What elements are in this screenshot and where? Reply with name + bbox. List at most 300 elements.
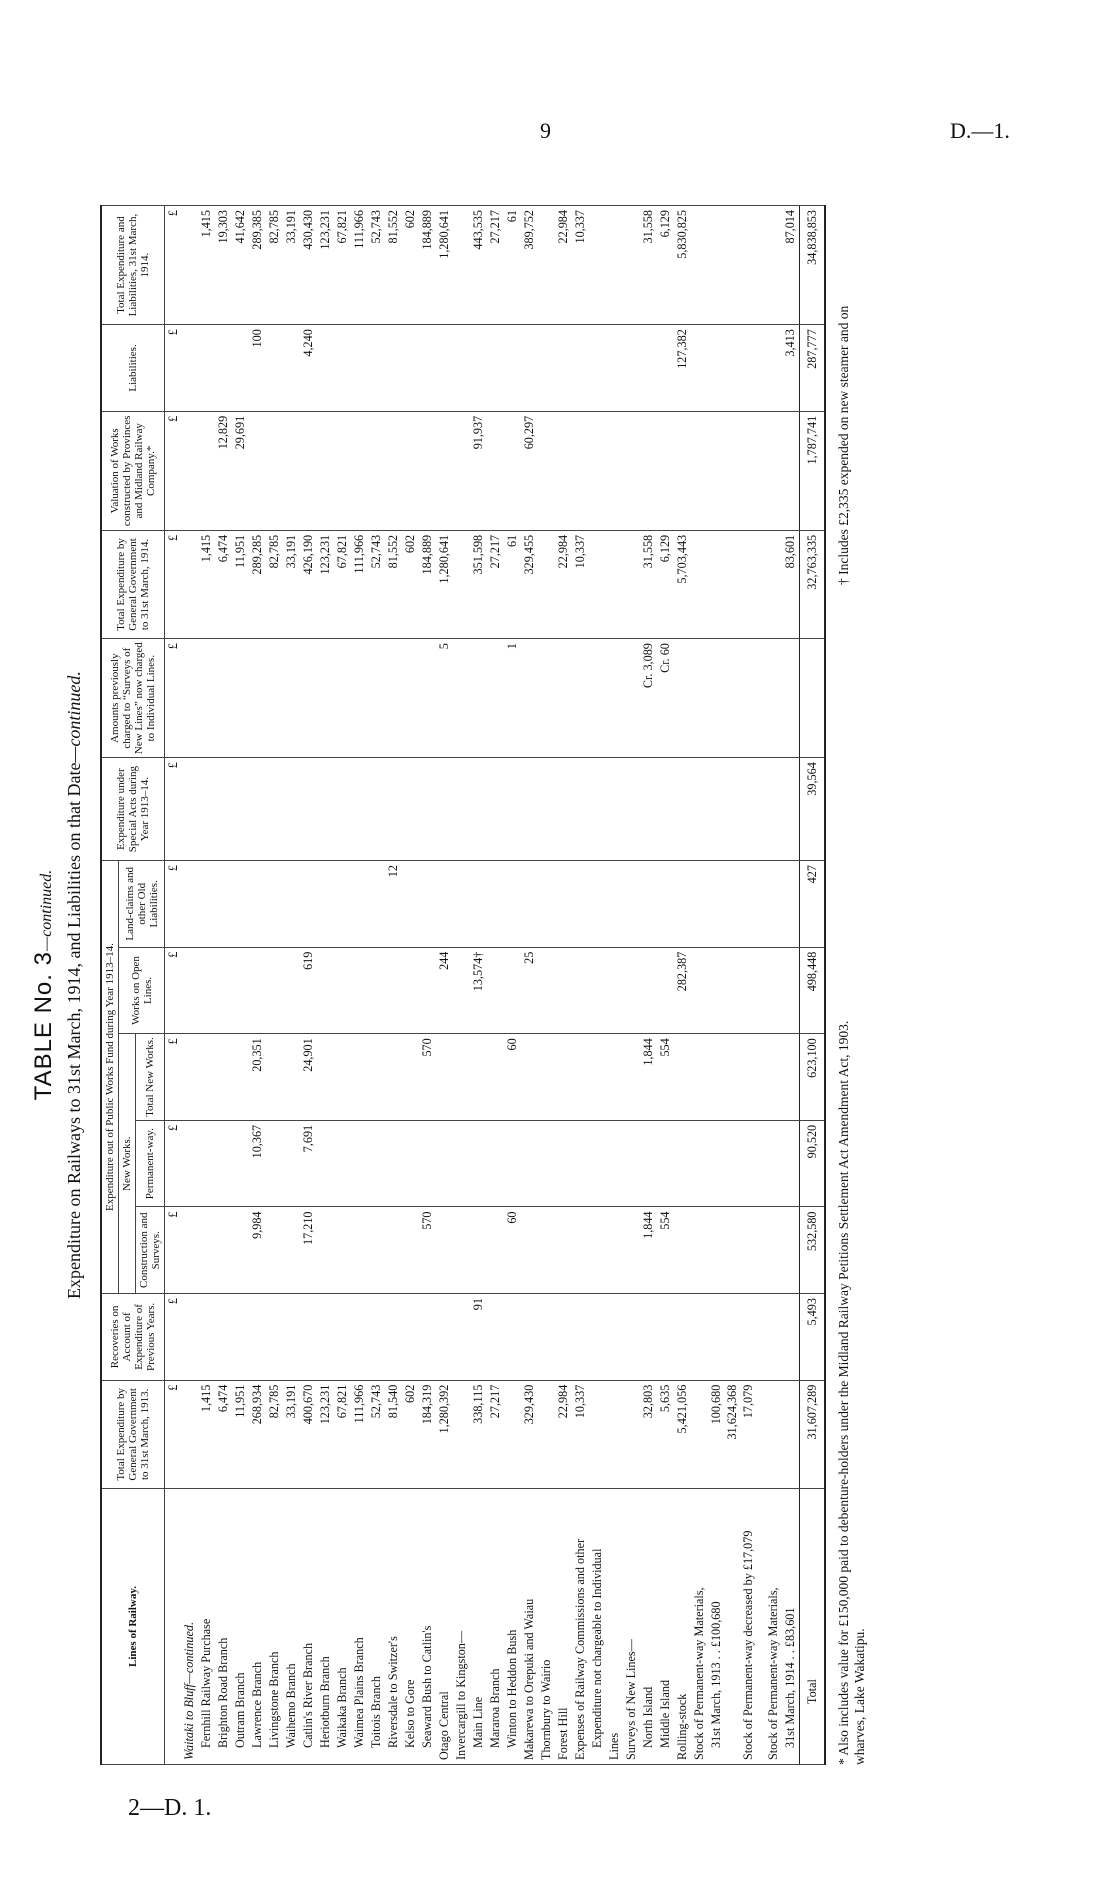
table-cell: 5,703,443	[674, 530, 691, 638]
table-cell	[589, 1120, 606, 1207]
table-cell	[453, 411, 470, 530]
table-cell	[708, 530, 725, 638]
table-cell: 5,635	[657, 1380, 674, 1488]
row-label: Riversdale to Switzer's	[385, 1488, 402, 1764]
table-cell: 268,934	[249, 1380, 266, 1488]
table-cell	[572, 639, 589, 758]
table-cell	[436, 861, 453, 948]
table-cell: 184,889	[419, 206, 436, 325]
table-cell: 1,280,641	[436, 530, 453, 638]
table-cell: 5	[436, 639, 453, 758]
table-cell	[198, 639, 215, 758]
table-cell	[740, 861, 757, 948]
table-cell	[555, 947, 572, 1034]
title-continued: —continued.	[38, 869, 55, 952]
table-cell	[249, 639, 266, 758]
table-cell	[504, 861, 521, 948]
footer-code: 2—D. 1.	[128, 1795, 212, 1821]
table-row	[402, 206, 419, 1765]
table-cell	[708, 861, 725, 948]
table-cell	[555, 861, 572, 948]
table-cell	[232, 947, 249, 1034]
table-title	[30, 205, 58, 1765]
table-cell	[765, 861, 782, 948]
row-label: Thornbury to Wairio	[538, 1488, 555, 1764]
table-cell	[283, 1294, 300, 1381]
table-cell	[674, 411, 691, 530]
table-cell: 619	[300, 947, 317, 1034]
table-cell: 554	[657, 1034, 674, 1121]
table-cell	[317, 1207, 334, 1294]
table-cell	[385, 1294, 402, 1381]
table-cell: 31,558	[640, 530, 657, 638]
table-cell: 31,624,368	[725, 1380, 740, 1488]
unit-cell: £	[165, 1120, 182, 1207]
unit-row	[165, 206, 182, 1765]
table-cell	[691, 206, 708, 325]
table-cell	[782, 947, 800, 1034]
table-cell	[740, 411, 757, 530]
table-row	[334, 206, 351, 1765]
table-cell	[782, 1207, 800, 1294]
table-cell	[521, 325, 538, 412]
table-cell	[640, 861, 657, 948]
table-cell: 61	[504, 206, 521, 325]
total-cell: 34,838,853	[800, 206, 826, 325]
table-row	[181, 206, 198, 1765]
table-cell	[436, 1034, 453, 1121]
table-cell	[538, 1294, 555, 1381]
table-cell	[765, 639, 782, 758]
table-cell: 32,803	[640, 1380, 657, 1488]
table-row	[487, 206, 504, 1765]
row-label: Catlin's River Branch	[300, 1488, 317, 1764]
table-cell: 1,844	[640, 1034, 657, 1121]
total-cell: 5,493	[800, 1294, 826, 1381]
table-cell: 52,743	[368, 530, 385, 638]
table-cell	[385, 325, 402, 412]
table-cell	[572, 411, 589, 530]
table-cell	[487, 411, 504, 530]
table-row	[351, 206, 368, 1765]
total-cell: 39,564	[800, 758, 826, 861]
table-cell	[623, 206, 640, 325]
table-cell	[453, 947, 470, 1034]
table-cell	[521, 861, 538, 948]
table-cell	[266, 325, 283, 412]
row-label: Middle Island	[657, 1488, 674, 1764]
table-cell	[740, 1034, 757, 1121]
table-cell	[317, 947, 334, 1034]
table-cell: 33,191	[283, 206, 300, 325]
page-code: D.—1.	[950, 118, 1010, 143]
total-cell: 532,580	[800, 1207, 826, 1294]
table-cell	[504, 758, 521, 861]
total-row	[800, 206, 826, 1765]
table-cell	[215, 947, 232, 1034]
table-cell: 12	[385, 861, 402, 948]
table-cell: 1,280,641	[436, 206, 453, 325]
table-row	[504, 206, 521, 1765]
table-cell	[351, 325, 368, 412]
table-cell: 82,785	[266, 1380, 283, 1488]
table-cell: 60	[504, 1207, 521, 1294]
table-cell	[589, 1294, 606, 1381]
table-cell	[740, 1120, 757, 1207]
table-cell	[487, 758, 504, 861]
table-cell: 430,430	[300, 206, 317, 325]
table-cell	[740, 206, 757, 325]
table-row	[572, 206, 589, 1765]
table-cell	[623, 1207, 640, 1294]
table-cell: 443,535	[470, 206, 487, 325]
table-cell	[538, 206, 555, 325]
table-cell	[181, 861, 198, 948]
table-cell: 83,601	[782, 530, 800, 638]
table-cell	[402, 1034, 419, 1121]
table-cell	[181, 206, 198, 325]
table-cell	[368, 325, 385, 412]
table-cell	[232, 325, 249, 412]
table-cell: 60	[504, 1034, 521, 1121]
table-cell: 329,430	[521, 1380, 538, 1488]
table-cell	[765, 947, 782, 1034]
table-cell	[606, 1294, 623, 1381]
table-cell	[232, 758, 249, 861]
table-row	[436, 206, 453, 1765]
table-cell	[232, 1034, 249, 1121]
table-cell	[453, 1034, 470, 1121]
table-body	[165, 206, 826, 1765]
footnote-a-line1: * Also includes value for £150,000 paid to debenture-holders under the Midland Railway Petitions Settlement Act Amendment Act, 1903.	[836, 1020, 851, 1765]
table-cell	[572, 325, 589, 412]
table-cell	[198, 1294, 215, 1381]
table-row	[757, 206, 765, 1765]
table-cell	[453, 861, 470, 948]
unit-cell: £	[165, 206, 182, 325]
table-cell	[368, 1034, 385, 1121]
table-cell	[757, 411, 765, 530]
header-total-liab: Total Expenditure and Liabilities, 31st March, 1914.	[101, 206, 165, 325]
table-cell	[589, 530, 606, 638]
expenditure-table	[100, 205, 826, 1765]
table-cell	[283, 325, 300, 412]
table-row	[283, 206, 300, 1765]
total-cell: 32,763,335	[800, 530, 826, 638]
table-cell	[606, 861, 623, 948]
table-cell: 10,337	[572, 530, 589, 638]
row-label: Surveys of New Lines—	[623, 1488, 640, 1764]
table-cell: 20,351	[249, 1034, 266, 1121]
table-cell	[368, 861, 385, 948]
table-cell: 4,240	[300, 325, 317, 412]
table-cell	[765, 1034, 782, 1121]
table-cell	[606, 530, 623, 638]
table-cell	[782, 861, 800, 948]
table-cell	[640, 411, 657, 530]
table-cell	[453, 639, 470, 758]
table-cell	[572, 1120, 589, 1207]
header-total-1913: Total Expenditure by General Government to 31st March, 1913.	[101, 1380, 165, 1488]
table-cell	[555, 411, 572, 530]
table-cell	[334, 411, 351, 530]
table-cell	[782, 1120, 800, 1207]
table-cell	[487, 861, 504, 948]
row-label: Invercargill to Kingston—	[453, 1488, 470, 1764]
table-cell	[436, 1120, 453, 1207]
table-cell	[606, 1207, 623, 1294]
table-cell	[334, 1294, 351, 1381]
table-cell	[606, 1120, 623, 1207]
table-cell	[351, 947, 368, 1034]
table-cell	[708, 758, 725, 861]
total-cell: 90,520	[800, 1120, 826, 1207]
table-cell	[674, 639, 691, 758]
table-cell	[453, 325, 470, 412]
table-row	[555, 206, 572, 1765]
table-cell	[436, 411, 453, 530]
table-cell	[351, 861, 368, 948]
header-total-new: Total New Works.	[136, 1034, 165, 1121]
table-cell	[606, 639, 623, 758]
table-cell	[708, 325, 725, 412]
table-cell	[589, 325, 606, 412]
table-cell	[249, 411, 266, 530]
header-amounts-prev: Amounts previously charged to “Surveys of New Lines” now charged to Individual Lines.	[101, 639, 165, 758]
table-cell	[283, 639, 300, 758]
table-cell: 7,691	[300, 1120, 317, 1207]
table-cell: 1	[504, 639, 521, 758]
table-cell	[538, 1207, 555, 1294]
table-cell	[249, 947, 266, 1034]
table-cell: 602	[402, 530, 419, 638]
total-cell: 31,607,289	[800, 1380, 826, 1488]
table-cell	[283, 758, 300, 861]
table-cell	[215, 1294, 232, 1381]
table-row	[606, 206, 623, 1765]
table-cell: 33,191	[283, 1380, 300, 1488]
table-cell	[708, 1120, 725, 1207]
table-cell	[782, 411, 800, 530]
table-cell	[385, 1034, 402, 1121]
unit-cell: £	[165, 639, 182, 758]
row-label: 31st March, 1914 . . £83,601	[782, 1488, 800, 1764]
table-cell: 27,217	[487, 206, 504, 325]
table-cell	[782, 1380, 800, 1488]
table-cell	[453, 1207, 470, 1294]
table-cell	[757, 1034, 765, 1121]
table-cell: 123,231	[317, 1380, 334, 1488]
unit-cell: £	[165, 411, 182, 530]
footnote-a	[836, 615, 868, 1765]
table-cell: 22,984	[555, 206, 572, 325]
table-cell	[725, 861, 740, 948]
table-cell: 52,743	[368, 1380, 385, 1488]
table-cell: 338,115	[470, 1380, 487, 1488]
table-cell	[589, 1034, 606, 1121]
table-cell: 1,415	[198, 206, 215, 325]
table-cell	[232, 861, 249, 948]
table-cell	[504, 1294, 521, 1381]
table-cell: 184,319	[419, 1380, 436, 1488]
table-cell	[198, 861, 215, 948]
table-cell	[765, 411, 782, 530]
table-cell	[708, 411, 725, 530]
table-cell	[487, 325, 504, 412]
table-cell: 1,415	[198, 530, 215, 638]
table-cell	[674, 861, 691, 948]
table-cell	[782, 1034, 800, 1121]
row-label: Expenses of Railway Commissions and other	[572, 1488, 589, 1764]
table-cell	[757, 206, 765, 325]
table-cell	[740, 1207, 757, 1294]
table-cell	[232, 1120, 249, 1207]
table-cell: 1,415	[198, 1380, 215, 1488]
table-cell	[691, 411, 708, 530]
unit-cell: £	[165, 947, 182, 1034]
table-cell	[351, 1120, 368, 1207]
table-cell	[487, 639, 504, 758]
table-cell: 81,552	[385, 530, 402, 638]
table-cell: 289,285	[249, 530, 266, 638]
table-cell	[765, 1380, 782, 1488]
table-cell	[181, 1380, 198, 1488]
table-cell	[606, 411, 623, 530]
table-cell	[215, 758, 232, 861]
table-cell	[589, 1380, 606, 1488]
table-cell	[266, 758, 283, 861]
table-cell	[740, 1294, 757, 1381]
table-cell: 6,474	[215, 1380, 232, 1488]
table-cell	[572, 861, 589, 948]
table-cell	[215, 1207, 232, 1294]
table-cell	[538, 947, 555, 1034]
table-cell	[606, 1034, 623, 1121]
table-cell: 19,303	[215, 206, 232, 325]
header-permanent-way: Permanent-way.	[136, 1120, 165, 1207]
table-cell	[215, 325, 232, 412]
table-cell	[691, 1380, 708, 1488]
table-cell	[419, 325, 436, 412]
subtitle-text: Expenditure on Railways to 31st March, 1914, and Liabilities on that Date	[64, 762, 84, 1299]
table-cell	[521, 758, 538, 861]
table-cell	[765, 758, 782, 861]
table-cell	[725, 1294, 740, 1381]
row-label: Winton to Heddon Bush	[504, 1488, 521, 1764]
table-cell	[708, 1294, 725, 1381]
table-cell	[555, 1294, 572, 1381]
table-cell	[198, 1120, 215, 1207]
table-row	[674, 206, 691, 1765]
table-cell	[368, 1207, 385, 1294]
table-cell	[402, 639, 419, 758]
table-cell	[782, 1294, 800, 1381]
table-cell: 91,937	[470, 411, 487, 530]
row-label: Toitois Branch	[368, 1488, 385, 1764]
table-cell: 82,785	[266, 530, 283, 638]
table-cell: 1,280,392	[436, 1380, 453, 1488]
row-label: 31st March, 1913 . . £100,680	[708, 1488, 725, 1764]
table-cell	[657, 1294, 674, 1381]
table-cell	[725, 1034, 740, 1121]
table-cell	[725, 325, 740, 412]
table-cell	[266, 1294, 283, 1381]
table-cell	[555, 1207, 572, 1294]
table-cell: 61	[504, 530, 521, 638]
table-cell: 111,966	[351, 206, 368, 325]
table-cell	[385, 947, 402, 1034]
table-cell	[521, 1120, 538, 1207]
header-new-works: New Works.	[119, 1034, 136, 1294]
table-cell	[657, 1120, 674, 1207]
table-cell	[402, 758, 419, 861]
row-label: Livingstone Branch	[266, 1488, 283, 1764]
table-row	[640, 206, 657, 1765]
table-cell	[657, 947, 674, 1034]
row-label: Seaward Bush to Catlin's	[419, 1488, 436, 1764]
table-row	[657, 206, 674, 1765]
table-cell: 5,830,825	[674, 206, 691, 325]
table-cell	[385, 1120, 402, 1207]
unit-cell: £	[165, 1034, 182, 1121]
table-cell	[623, 861, 640, 948]
table-row	[623, 206, 640, 1765]
table-cell	[757, 1120, 765, 1207]
total-cell: 623,100	[800, 1034, 826, 1121]
table-cell	[765, 1120, 782, 1207]
table-cell	[589, 639, 606, 758]
table-cell	[757, 758, 765, 861]
table-cell	[436, 325, 453, 412]
table-cell	[487, 1034, 504, 1121]
row-label	[757, 1488, 765, 1764]
table-cell: 9,984	[249, 1207, 266, 1294]
title-main: TABLE No. 3	[30, 951, 57, 1101]
table-cell	[351, 1294, 368, 1381]
table-cell: 602	[402, 1380, 419, 1488]
row-label: Rolling-stock	[674, 1488, 691, 1764]
table-cell	[181, 639, 198, 758]
table-cell	[504, 1120, 521, 1207]
table-cell	[765, 325, 782, 412]
table-cell	[300, 639, 317, 758]
table-cell: 554	[657, 1207, 674, 1294]
table-cell: 400,670	[300, 1380, 317, 1488]
table-cell	[300, 758, 317, 861]
table-cell: 11,951	[232, 530, 249, 638]
table-cell	[266, 411, 283, 530]
table-cell	[181, 947, 198, 1034]
header-land-claims: Land-claims and other Old Liabilities.	[119, 861, 165, 948]
table-cell	[606, 325, 623, 412]
table-cell	[538, 1120, 555, 1207]
table-cell	[504, 947, 521, 1034]
table-cell	[691, 1034, 708, 1121]
table-cell: 6,129	[657, 206, 674, 325]
row-label: Stock of Permanent-way Materials,	[691, 1488, 708, 1764]
table-cell	[691, 1294, 708, 1381]
table-cell	[725, 758, 740, 861]
table-cell	[740, 325, 757, 412]
table-cell: 123,231	[317, 530, 334, 638]
table-cell: 389,752	[521, 206, 538, 325]
table-cell	[572, 1294, 589, 1381]
header-total-1914: Total Expenditure by General Government to 31st March, 1914.	[101, 530, 165, 638]
table-cell	[555, 325, 572, 412]
table-row	[740, 206, 757, 1765]
table-cell	[334, 861, 351, 948]
table-cell	[504, 325, 521, 412]
